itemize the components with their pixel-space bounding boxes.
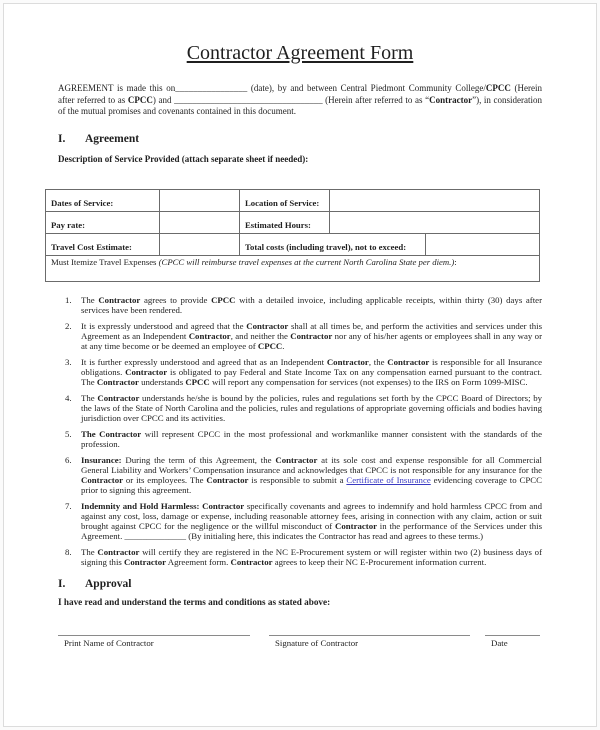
term-text: [81, 393, 542, 423]
term-text: [81, 547, 542, 567]
text-segment: Contractor: [97, 546, 140, 557]
text-segment: Contractor: [81, 474, 124, 485]
text-segment: (Herein after referred to as “: [322, 94, 430, 105]
fill-in-blank[interactable]: ______________: [124, 530, 187, 541]
location-of-service-field[interactable]: [330, 189, 540, 211]
text-segment: AGREEMENT is made this on: [58, 83, 176, 93]
text-segment: It is expressly understood and agreed that the: [81, 320, 247, 331]
intro-paragraph: [58, 83, 542, 118]
term-item: [58, 547, 542, 567]
term-item: [58, 393, 542, 423]
term-number: 1.: [65, 294, 72, 305]
term-item: [58, 455, 542, 495]
text-segment: CPCC: [185, 376, 210, 387]
text-segment: Contractor: [206, 474, 249, 485]
document-page: [3, 3, 597, 727]
approval-statement: I have read and understand the terms and conditions as stated above:: [58, 596, 331, 607]
text-segment: is responsible for all Insurance obligations.: [81, 356, 543, 377]
text-segment: CPCC: [485, 83, 511, 93]
itemize-italic-text: (CPCC will reimburse travel expenses at the current North Carolina State per diem.): [158, 256, 455, 267]
print-name-block: [58, 635, 250, 648]
text-segment: Contractor: [124, 556, 167, 567]
text-segment: The: [81, 546, 98, 557]
term-number: 2.: [65, 320, 72, 331]
service-details-table: [45, 189, 540, 282]
text-segment: ”), in consideration of the mutual promises and covenants contained in this document.: [58, 94, 543, 117]
table-row: [46, 233, 540, 255]
text-segment: , the: [368, 356, 388, 367]
text-segment: ) and: [152, 94, 175, 105]
term-item: [58, 429, 542, 449]
approval-section-heading: [58, 577, 542, 591]
text-segment: is obligated to pay Federal and State Income Tax on any compensation earned pursuant to the contract. The: [81, 366, 542, 387]
text-segment: .: [282, 340, 285, 351]
total-costs-label: Total costs (including travel), not to exceed:: [240, 233, 426, 255]
term-text: [81, 295, 542, 315]
text-segment: Contractor: [125, 366, 168, 377]
signature-label: Signature of Contractor: [275, 637, 359, 648]
text-segment: Contractor: [326, 356, 369, 367]
term-text: [81, 321, 542, 351]
text-segment: Agreement form.: [166, 556, 231, 567]
pay-rate-field[interactable]: [160, 211, 240, 233]
fill-in-blank[interactable]: _________________________________: [174, 94, 323, 105]
text-segment: understands: [138, 376, 186, 387]
text-segment: CPCC: [211, 294, 236, 305]
dates-of-service-label: Dates of Service:: [46, 189, 160, 211]
signature-block: [269, 635, 470, 648]
total-costs-field[interactable]: [426, 233, 540, 255]
text-segment: Indemnity and Hold Harmless: Contractor: [81, 500, 245, 511]
text-segment: , and neither the: [230, 330, 291, 341]
term-number: 6.: [65, 454, 72, 465]
itemize-travel-expenses-cell[interactable]: [46, 255, 540, 281]
itemize-text: Must Itemize Travel Expenses: [51, 256, 159, 267]
term-text: [81, 501, 542, 541]
text-segment: is responsible to submit a: [248, 474, 347, 485]
text-segment: Contractor: [246, 320, 289, 331]
text-segment: It is further expressly understood and agreed that as an Independent: [81, 356, 327, 367]
text-segment: CPCC: [127, 94, 153, 105]
text-segment: (Herein after referred to as: [58, 83, 543, 105]
text-segment: specifically covenants and agrees to indemnify and hold harmless CPCC from and against any cost, loss, damage or expense, including reasonable attorney fees, arising in connection with any claim, action or suit brought against CPCC for the negligence or the willful misconduct of: [81, 500, 542, 531]
term-text: [81, 357, 542, 387]
signature-row: [58, 635, 542, 648]
agreement-section-title: Agreement: [85, 132, 140, 145]
date-block: [485, 635, 540, 648]
term-number: 5.: [65, 428, 72, 439]
text-segment: Contractor: [97, 392, 140, 403]
text-segment: will certify they are registered in the NC E-Procurement system or will register within two (2) business days of signing this: [81, 546, 542, 567]
document-title: Contractor Agreement Form: [186, 42, 414, 64]
text-segment: will represent CPCC in the most professional and workmanlike manner consistent with the standards of the profession.: [81, 428, 542, 449]
text-segment: Contractor: [98, 294, 141, 305]
text-segment: Insurance:: [81, 454, 122, 465]
text-segment: Contractor: [230, 556, 273, 567]
print-name-label: Print Name of Contractor: [64, 637, 154, 648]
text-segment: in the performance of the Services under this Agreement.: [81, 520, 542, 541]
itemize-colon: :: [454, 256, 457, 267]
text-segment: with a detailed invoice, including applicable receipts, within thirty (30) days after services have been rendered.: [81, 294, 542, 315]
term-item: [58, 321, 542, 351]
text-segment: evidencing coverage to CPCC prior to signing this agreement.: [81, 474, 542, 495]
term-item: [58, 501, 542, 541]
dates-of-service-field[interactable]: [160, 189, 240, 211]
text-segment: will report any compensation for services (not expenses) to the IRS on Form 1099-MISC.: [209, 376, 528, 387]
text-segment: The: [81, 392, 98, 403]
table-row: [46, 255, 540, 281]
term-item: [58, 357, 542, 387]
date-label: Date: [491, 637, 508, 648]
term-number: 3.: [65, 356, 72, 367]
text-segment: (By initialing here, this indicates the Contractor has read and agrees to these terms.): [186, 530, 484, 541]
approval-section-numeral: I.: [58, 577, 66, 590]
text-segment: The Contractor: [81, 428, 142, 439]
travel-cost-estimate-label: Travel Cost Estimate:: [46, 233, 160, 255]
table-row: [46, 189, 540, 211]
text-segment: shall at all times be, and perform the activities and services under this Agreement as an Independent: [81, 320, 542, 341]
term-number: 8.: [65, 546, 72, 557]
terms-list: [58, 295, 542, 567]
text-segment: understands he/she is bound by the policies, rules and regulations set forth by the CPCC Board of Directors; by the laws of the State of North Carolina and the policies, rules and regulations of appropriate governing officials and bodies having jurisdiction over CPCC and its activities.: [81, 392, 542, 423]
agreement-section-numeral: I.: [58, 132, 66, 145]
approval-section-title: Approval: [85, 577, 132, 590]
term-number: 4.: [65, 392, 72, 403]
text-segment: Contractor: [290, 330, 333, 341]
text-segment: Contractor: [96, 376, 139, 387]
text-segment: agrees to provide: [140, 294, 212, 305]
certificate-of-insurance-link[interactable]: Certificate of Insurance: [346, 474, 431, 485]
estimated-hours-field[interactable]: [330, 211, 540, 233]
service-description-label: Description of Service Provided (attach separate sheet if needed):: [58, 153, 309, 164]
text-segment: Contractor: [429, 94, 473, 105]
document-content: [51, 4, 543, 648]
text-segment: CPCC: [257, 340, 283, 351]
text-segment: at its sole cost and expense responsible for all Commercial General Liability and Workers’ Compensation insurance and acknowledges that CPCC is not responsible for any insurance for the: [81, 454, 542, 475]
estimated-hours-label: Estimated Hours:: [240, 211, 330, 233]
fill-in-blank[interactable]: ________________: [175, 83, 248, 93]
location-of-service-label: Location of Service:: [240, 189, 330, 211]
text-segment: Contractor: [188, 330, 231, 341]
text-segment: Contractor: [387, 356, 430, 367]
text-segment: agrees to keep their NC E-Procurement information current.: [272, 556, 487, 567]
text-segment: Contractor: [275, 454, 318, 465]
term-text: [81, 455, 542, 495]
text-segment: The: [81, 294, 99, 305]
term-item: [58, 295, 542, 315]
term-number: 7.: [65, 500, 72, 511]
text-segment: Contractor: [335, 520, 378, 531]
agreement-section-heading: [58, 132, 542, 146]
term-text: [81, 429, 542, 449]
text-segment: During the term of this Agreement, the: [121, 454, 276, 465]
table-row: [46, 211, 540, 233]
text-segment: (date), by and between Central Piedmont Community College/: [247, 83, 486, 93]
travel-cost-estimate-field[interactable]: [160, 233, 240, 255]
pay-rate-label: Pay rate:: [46, 211, 160, 233]
text-segment: or its employees. The: [123, 474, 207, 485]
text-segment: nor any of his/her agents or employees shall in any way or at any time become or be deemed an employee of: [81, 330, 543, 351]
